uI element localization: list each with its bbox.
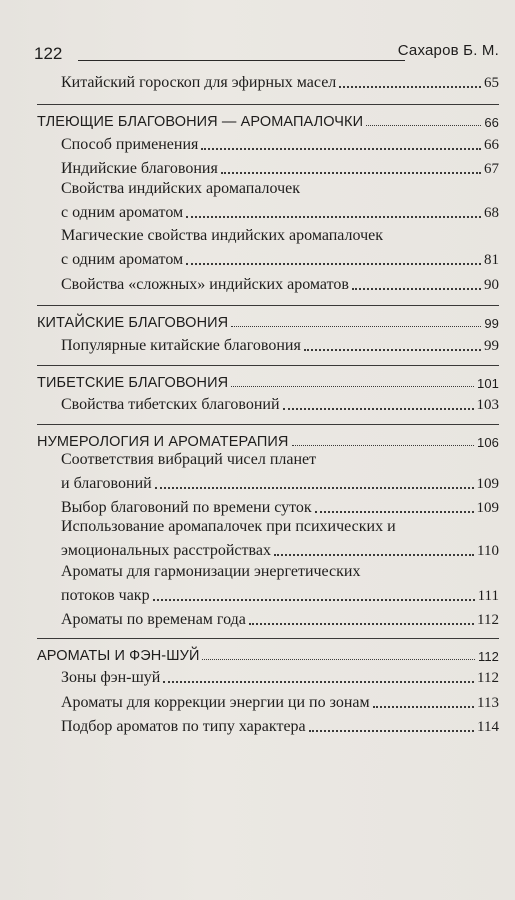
- leader-dots: [274, 554, 474, 556]
- toc-entry-page: 114: [477, 719, 499, 735]
- toc-entry-title: эмоциональных расстройствах: [61, 542, 271, 559]
- toc-entry-title-line: Свойства индийских аромапалочек: [61, 180, 301, 197]
- toc-entry: [61, 200, 499, 222]
- toc-entry: [61, 333, 499, 355]
- leader-dots: [366, 125, 481, 126]
- toc-entry-page: 109: [476, 500, 499, 516]
- toc-entry-page: 109: [476, 476, 499, 492]
- toc-section: [37, 108, 499, 130]
- toc-entry-title: с одним ароматом: [61, 251, 184, 268]
- toc-entry-title: Подбор ароматов по типу характера: [61, 718, 306, 735]
- leader-dots: [231, 386, 474, 387]
- toc-entry: [61, 471, 499, 493]
- toc-entry-title: Свойства тибетских благовоний: [61, 396, 280, 413]
- toc-entry-title: Способ применения: [61, 136, 199, 153]
- leader-dots: [249, 623, 474, 625]
- leader-dots: [186, 263, 481, 265]
- toc-entry: [61, 583, 499, 605]
- toc-entry-page: 67: [484, 161, 499, 177]
- toc-entry-page: 112: [477, 612, 499, 628]
- toc-section: [37, 428, 499, 450]
- running-head-author: Сахаров Б. М.: [397, 42, 499, 59]
- toc-entry-title: потоков чакр: [61, 587, 150, 604]
- toc-entry-title-line: Соответствия вибраций чисел планет: [61, 451, 317, 468]
- toc-entry-page: 113: [477, 695, 499, 711]
- page-number: 122: [34, 44, 63, 63]
- toc-entry-page: 68: [484, 205, 499, 221]
- leader-dots: [155, 487, 474, 489]
- leader-dots: [373, 706, 474, 708]
- toc-entry-page: 81: [484, 252, 499, 268]
- toc-section-title: ТИБЕТСКИЕ БЛАГОВОНИЯ: [37, 375, 229, 391]
- toc-entry-title: Ароматы по временам года: [61, 611, 246, 628]
- toc-section: [37, 309, 499, 331]
- toc-entry: [61, 665, 499, 687]
- toc-section-title: ТЛЕЮЩИЕ БЛАГОВОНИЯ — АРОМАПАЛОЧКИ: [37, 114, 364, 130]
- toc-entry-title-line: Ароматы для гармонизации энергетических: [61, 563, 361, 580]
- leader-dots: [283, 408, 474, 410]
- leader-dots: [292, 445, 475, 446]
- toc-entry-title: Свойства «сложных» индийских ароматов: [61, 276, 349, 293]
- toc-entry: [61, 272, 499, 294]
- toc-entry-title: с одним ароматом: [61, 204, 184, 221]
- leader-dots: [231, 326, 481, 327]
- toc-entry: [61, 607, 499, 629]
- toc-entry-title: Зоны фэн-шуй: [61, 669, 161, 686]
- toc-entry-page: 112: [477, 670, 499, 686]
- toc-entry-title-line: Использование аромапалочек при психических и: [61, 518, 396, 535]
- leader-dots: [221, 172, 481, 174]
- toc-section-page: 99: [484, 316, 499, 331]
- toc-section-title: АРОМАТЫ И ФЭН-ШУЙ: [37, 648, 200, 664]
- toc-section-title: НУМЕРОЛОГИЯ И АРОМАТЕРАПИЯ: [37, 434, 289, 450]
- toc-entry-page: 99: [484, 338, 499, 354]
- leader-dots: [304, 349, 481, 351]
- toc-entry: [61, 132, 499, 154]
- toc-entry-page: 66: [484, 137, 499, 153]
- toc-entry: [61, 495, 499, 517]
- leader-dots: [315, 511, 474, 513]
- toc-entry-page: 103: [476, 397, 499, 413]
- leader-dots: [186, 216, 481, 218]
- leader-dots: [309, 730, 474, 732]
- leader-dots: [352, 288, 481, 290]
- section-divider: [37, 424, 499, 425]
- leader-dots: [163, 681, 474, 683]
- toc-section-page: 101: [477, 376, 499, 391]
- toc-entry: [61, 156, 499, 178]
- toc-entry: [61, 714, 499, 736]
- toc-entry-title: Ароматы для коррекции энергии ци по зонам: [61, 694, 370, 711]
- toc-entry-title: Выбор благовоний по времени суток: [61, 499, 312, 516]
- section-divider: [37, 638, 499, 639]
- leader-dots: [202, 659, 475, 660]
- toc-section-page: 106: [477, 435, 499, 450]
- toc-entry-title: Индийские благовония: [61, 160, 218, 177]
- toc-entry: [61, 690, 499, 712]
- toc-section: [37, 642, 499, 664]
- toc-section: [37, 369, 499, 391]
- toc-entry: [61, 538, 499, 560]
- toc-section-title: КИТАЙСКИЕ БЛАГОВОНИЯ: [37, 315, 229, 331]
- toc-entry: [61, 247, 499, 269]
- leader-dots: [153, 599, 475, 601]
- toc-entry-page: 65: [484, 75, 499, 91]
- toc-entry-title: Китайский гороскоп для эфирных масел: [61, 74, 337, 91]
- leader-dots: [339, 86, 481, 88]
- toc-entry-page: 111: [477, 588, 499, 604]
- toc-entry-title: Популярные китайские благовония: [61, 337, 301, 354]
- toc-entry-title: и благовоний: [61, 475, 152, 492]
- leader-dots: [201, 148, 481, 150]
- section-divider: [37, 365, 499, 366]
- toc-entry-title-line: Магические свойства индийских аромапалочек: [61, 227, 384, 244]
- toc-entry-page: 90: [484, 277, 499, 293]
- toc-section-page: 66: [484, 115, 499, 130]
- section-divider: [37, 104, 499, 105]
- toc-entry-page: 110: [477, 543, 499, 559]
- toc-entry: [61, 392, 499, 414]
- section-divider: [37, 305, 499, 306]
- toc-section-page: 112: [477, 649, 499, 664]
- toc-entry: [61, 70, 499, 92]
